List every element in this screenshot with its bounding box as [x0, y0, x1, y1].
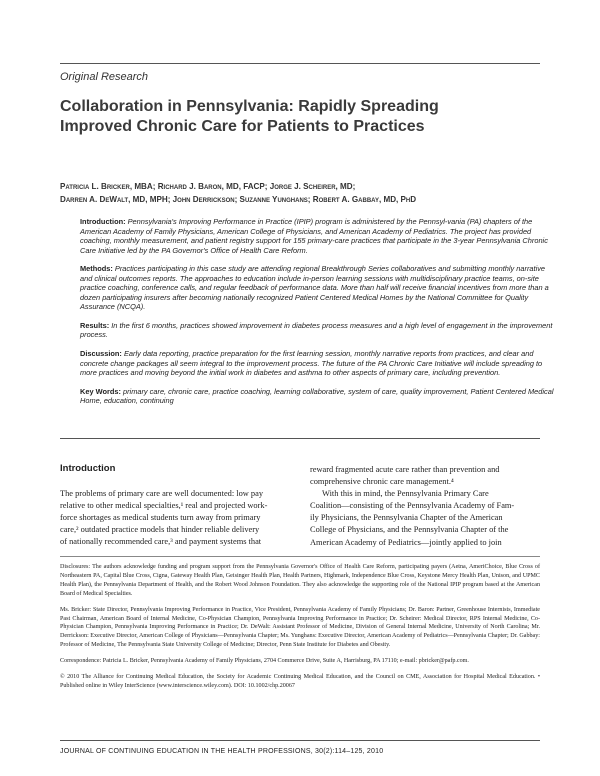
journal-citation: JOURNAL OF CONTINUING EDUCATION IN THE HEALTH PROFESSIONS, 30(2):114–125, 2010 — [60, 748, 384, 755]
introduction-heading: Introduction — [60, 463, 116, 474]
body-right-column — [310, 464, 542, 549]
abstract-rule — [60, 438, 540, 439]
body-left-column — [60, 488, 293, 548]
body-line: With this in mind, the Pennsylvania Primary Care — [322, 489, 489, 499]
section-label: Original Research — [60, 71, 149, 83]
abstract-label: Key Words: — [80, 386, 121, 396]
body-line: care,² outdated practice models that hinder reliable delivery — [60, 525, 260, 535]
body-line: of nationally recommended care,³ and payment systems that — [60, 537, 262, 547]
abstract-introduction — [80, 217, 556, 255]
body-line: The problems of primary care are well documented: low pay — [60, 489, 264, 498]
abstract-label: Discussion: — [80, 349, 122, 359]
body-line: College of Physicians, and the Pennsylvania Chapter of the — [310, 525, 509, 535]
footnote-affiliations: Ms. Bricker: State Director, Pennsylvania Improving Performance in Practice, Vice President, Pennsylvania Academy of Family Physicians; Dr. Baron: Partner, Greenhouse Internists, Immediate Past Chairman, American Board of Internal Medicine, Co-Physician Champion, Pennsylvania Improving Performance in Practice; Dr. Scheirer: Medical Director, RPS Internal Medicine, Co-Physician Champion, Pennsylvania Improving Performance in Practice; Dr. DeWalt: Assistant Professor of Medicine, Division of General Internal Medicine, University of North Carolina; Mr. Derrickson: Executive Director, American College of Physicians—Pennsylvania Chapter; Ms. Yunghans: Executive Director, American Academy of Pediatrics—Pennsylvania Chapter; Dr. Gabbay: Professor of Medicine, The Pennsylvania State University College of Medicine; Director, Penn State Institute for Diabetes and Obesity. — [60, 606, 540, 649]
title-line: Collaboration in Pennsylvania: Rapidly Spreading — [60, 98, 439, 115]
abstract-methods — [80, 264, 556, 312]
abstract-keywords — [80, 387, 556, 406]
abstract-discussion — [80, 349, 556, 378]
abstract — [80, 217, 556, 415]
author-line: Patricia L. Bricker, MBA; Richard J. Baron, MD, FACP; Jorge J. Scheirer, MD; — [60, 182, 356, 191]
footnote-rule — [60, 556, 540, 557]
abstract-text: Pennsylvania's Improving Performance in Practice (IPIP) program is administered by the Pennsyl-vania (PA) chapters of the American Academy of Family Physicians, American College of Physicians, and American Academy of Pediatrics. The project has provided coaching, monthly measurement, and patient registry support for 155 primary-care practices that participate in the 3-year Pennsylvania Chronic Care Initiative led by the PA Governor's Office of Health Care Reform. — [80, 217, 548, 255]
abstract-label: Results: — [80, 320, 110, 330]
abstract-label: Introduction: — [80, 217, 126, 226]
abstract-text: In the first 6 months, practices showed improvement in diabetes process measures and a high level of engagement in the improvement process. — [80, 320, 553, 340]
footnote-copyright: © 2010 The Alliance for Continuing Medical Education, the Society for Academic Continuing Medical Education, and the Council on CME, Association for Hospital Medical Education. • Published online in Wiley InterScience (www.interscience.wiley.com). DOI: 10.1002/chp.20067 — [60, 674, 540, 689]
body-line: Coalition—consisting of the Pennsylvania Academy of Fam- — [310, 501, 515, 511]
abstract-text: Practices participating in this case study are attending regional Breakthrough Series collaboratives and submitting monthly narrative and clinical outcomes reports. The approaches to education include in-person learning sessions with multidisciplinary practice teams, on-site practice coaching, conference calls, and regular feedback of performance data. More than half will receive financial incentives from more than a dozen participating insurers after becoming nationally recognized Patient Centered Medical Homes by the National Committee for Quality Assurance (NCQA). — [80, 264, 549, 312]
body-line: ily Physicians, the Pennsylvania Chapter of the American — [310, 513, 503, 523]
footnote-correspondence: Correspondence: Patricia L. Bricker, Pennsylvania Academy of Family Physicians, 2704 Commerce Drive, Suite A, Harrisburg, PA 17110; e-mail: pbricker@pafp.com. — [60, 658, 469, 665]
abstract-label: Methods: — [80, 264, 113, 274]
body-line: American Academy of Pediatrics—jointly applied to join — [310, 537, 502, 547]
footer-rule — [60, 740, 540, 741]
author-line: Darren A. DeWalt, MD, MPH; John Derrickson; Suzanne Yunghans; Robert A. Gabbay, MD, PhD — [60, 194, 417, 204]
title-line: Improved Chronic Care for Patients to Practices — [60, 118, 425, 135]
header-rule — [60, 63, 540, 64]
footnotes — [60, 563, 540, 698]
article-title — [60, 97, 550, 137]
abstract-results — [80, 321, 556, 340]
author-list — [60, 181, 560, 206]
body-line: force shortages as medical students turn away from primary — [60, 513, 261, 523]
abstract-text: Early data reporting, practice preparation for the first learning session, monthly narrative reports from practices, and clear and concrete change packages all seem integral to the improvement process. The future of the PA Chronic Care Initiative will include spreading to more practices and moving beyond the initial work in diabetes and asthma to other aspects of primary care, including prevention. — [80, 349, 543, 378]
abstract-text: primary care, chronic care, practice coaching, learning collaborative, system of care, quality improvement, Patient Centered Medical Home, education, continuing — [80, 386, 554, 406]
body-line: reward fragmented acute care rather than prevention and — [310, 465, 500, 474]
body-line: relative to other medical specialties,¹ real and projected work- — [60, 501, 268, 511]
footnote-disclosures: Disclosures: The authors acknowledge funding and program support from the Pennsylvania Governor's Office of Health Care Reform, participating payers (Aetna, AmeriChoice, Blue Cross of Northeastern PA, Capital Blue Cross, Cigna, Gateway Health Plan, Geisinger Health Plan, Health Partners, Highmark, Independence Blue Cross, Keystone Mercy Health Plan, Unison, and UPMC Health Plan), the Pennsylvania Department of Health, and the Robert Wood Johnson Foundation. They also acknowledge the supporting role of the National IPIP program based at the American Board of Medical Specialties. — [60, 564, 540, 597]
body-line: comprehensive chronic care management.⁴ — [310, 477, 454, 487]
